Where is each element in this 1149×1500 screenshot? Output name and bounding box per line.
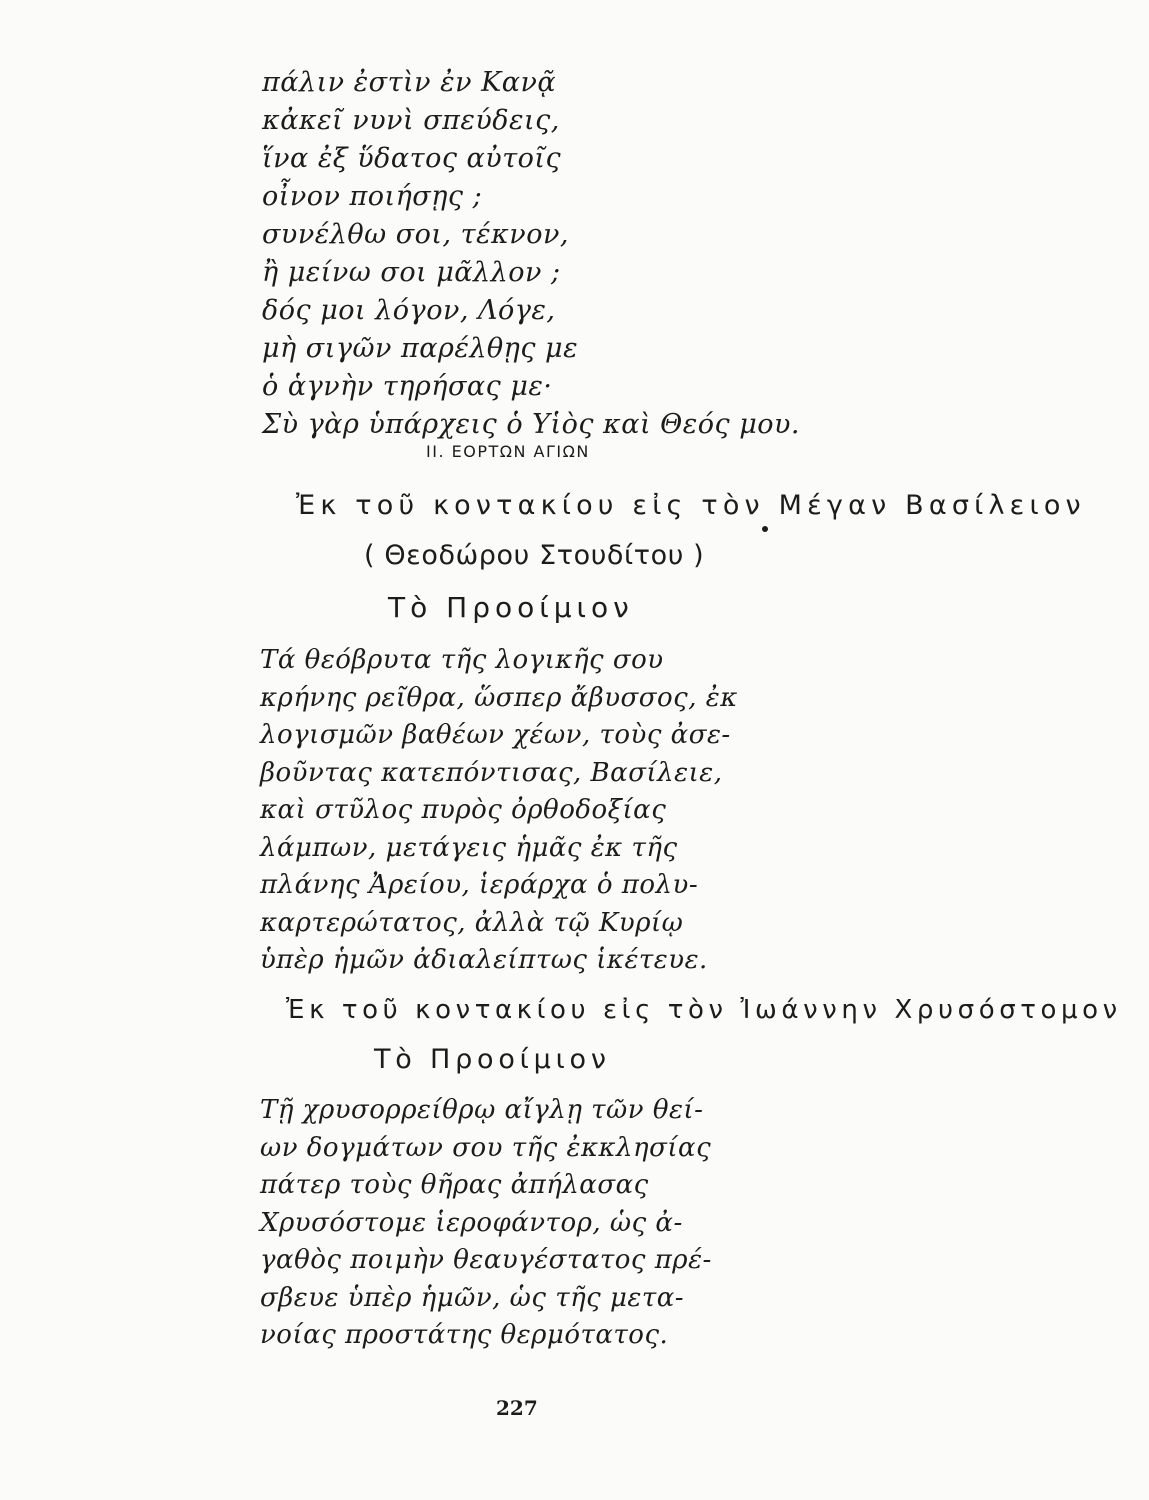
text-line: κρήνης ρεῖθρα, ὥσπερ ἄβυσσος, ἐκ	[260, 682, 738, 713]
chrysostom-prooimion-text	[260, 1092, 712, 1355]
ink-dot	[762, 526, 768, 532]
text-line: νοίας προστάτης θερμότατος.	[260, 1320, 669, 1350]
basil-attribution: ( Θεοδώρου Στουδίτου )	[364, 540, 705, 571]
basil-prooimion-text	[260, 642, 738, 980]
poem-line: ἢ μείνω σοι μᾶλλον ;	[262, 257, 561, 288]
poem-line: Σὺ γὰρ ὑπάρχεις ὁ Υἱὸς καὶ Θεός μου.	[262, 409, 801, 440]
poem-line: συνέλθω σοι, τέκνον,	[262, 219, 569, 250]
poem-line: ἵνα ἐξ ὕδατος αὐτοῖς	[262, 143, 562, 174]
kontakion-chrysostom-title: Ἐκ τοῦ κοντακίου εἰς τὸν Ἰωάννην Χρυσόστομον	[286, 995, 1122, 1025]
text-line: γαθὸς ποιμὴν θεαυγέστατος πρέ-	[260, 1245, 712, 1275]
poem-line: μὴ σιγῶν παρέλθῃς με	[262, 333, 579, 364]
poem-line: δός μοι λόγον, Λόγε,	[262, 295, 556, 326]
text-line: σβευε ὑπὲρ ἡμῶν, ὡς τῆς μετα-	[260, 1282, 685, 1313]
text-line: Τά θεόβρυτα τῆς λογικῆς σου	[260, 645, 664, 675]
section-heading: ΙΙ. ΕΟΡΤΩΝ ΑΓΙΩΝ	[426, 442, 590, 461]
text-line: καὶ στῦλος πυρὸς ὀρθοδοξίας	[260, 795, 667, 825]
text-line: πλάνης Ἀρείου, ἱεράρχα ὁ πολυ-	[260, 870, 699, 900]
text-line: πάτερ τοὺς θῆρας ἀπήλασας	[260, 1170, 649, 1200]
chrysostom-prooimion-heading: Τὸ Προοίμιον	[374, 1044, 611, 1075]
text-line: Τῇ χρυσορρείθρῳ αἴγλῃ τῶν θεί-	[260, 1095, 704, 1125]
text-line: Χρυσόστομε ἱεροφάντορ, ὡς ἀ-	[260, 1207, 683, 1238]
text-line: ὑπὲρ ἡμῶν ἀδιαλείπτως ἱκέτευε.	[260, 945, 708, 975]
text-line: καρτερώτατος, ἀλλὰ τῷ Κυρίῳ	[260, 907, 684, 938]
page-number: 227	[496, 1396, 538, 1420]
poem-line: ὁ ἁγνὴν τηρήσας με·	[262, 371, 553, 402]
text-line: ων δογμάτων σου τῆς ἐκκλησίας	[260, 1132, 712, 1163]
text-line: λάμπων, μετάγεις ἡμᾶς ἐκ τῆς	[260, 832, 678, 863]
basil-prooimion-heading: Τὸ Προοίμιον	[388, 591, 634, 624]
poem-line: οἶνον ποιήσῃς ;	[262, 181, 483, 212]
text-line: λογισμῶν βαθέων χέων, τοὺς ἀσε-	[260, 720, 731, 750]
poem-line: κἀκεῖ νυνὶ σπεύδεις,	[262, 105, 560, 136]
text-line: βοῦντας κατεπόντισας, Βασίλειε,	[260, 757, 723, 788]
poem-line: πάλιν ἐστὶν ἐν Κανᾷ	[262, 67, 557, 98]
poem-continuation	[262, 64, 800, 444]
kontakion-basil-title: Ἐκ τοῦ κοντακίου εἰς τὸν Μέγαν Βασίλειον	[296, 490, 1086, 521]
